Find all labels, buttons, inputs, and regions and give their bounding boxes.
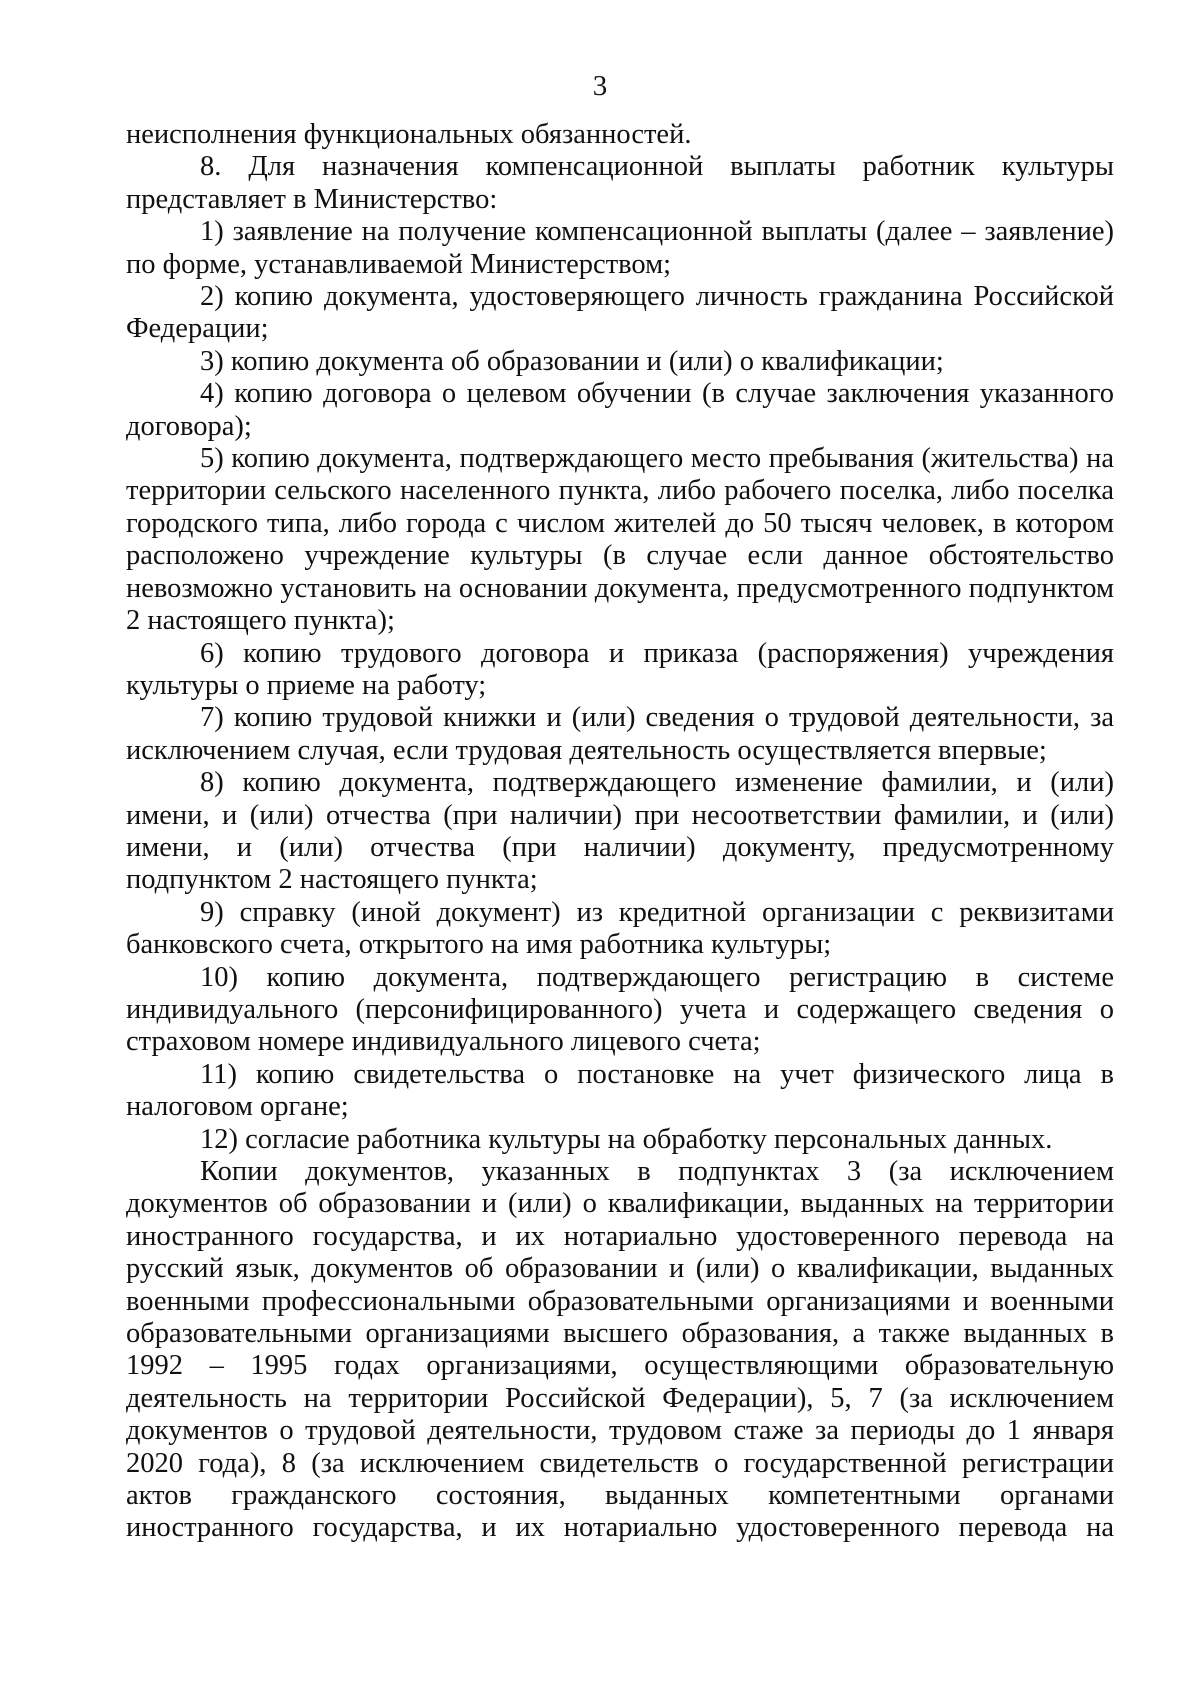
list-item-8: 8) копию документа, подтверждающего изменение фамилии, и (или) имени, и (или) отчества (при наличии) при несоответствии фамилии, и (или) имени, и (или) отчества (при наличии) документу, предусмотренному подпунктом 2 настоящего пункта; xyxy=(126,767,1114,896)
list-item-11: 11) копию свидетельства о постановке на учет физического лица в налоговом органе; xyxy=(126,1058,1114,1123)
list-item-6: 6) копию трудового договора и приказа (распоряжения) учреждения культуры о приеме на работу; xyxy=(126,637,1114,701)
list-item-2: 2) копию документа, удостоверяющего личность гражданина Российской Федерации; xyxy=(126,281,1114,345)
list-item-10: 10) копию документа, подтверждающего регистрацию в системе индивидуального (персонифицированного) учета и содержащего сведения о страховом номере индивидуального лицевого счета; xyxy=(126,961,1114,1058)
list-item-12: 12) согласие работника культуры на обработку персональных данных. xyxy=(200,1123,1053,1155)
list-item-5: 5) копию документа, подтверждающего место пребывания (жительства) на территории сельского населенного пункта, либо рабочего поселка, либо поселка городского типа, либо города с числом жителей до 50 тысяч человек, в котором расположено учреждение культуры (в случае если данное обстоятельство невозможно установить на основании документа, предусмотренного подпунктом 2 настоящего пункта); xyxy=(126,443,1114,637)
list-item-7: 7) копию трудовой книжки и (или) сведения о трудовой деятельности, за исключением случая, если трудовая деятельность осуществляется впервые; xyxy=(126,702,1114,766)
list-item-1: 1) заявление на получение компенсационной выплаты (далее – заявление) по форме, устанавливаемой Министерством; xyxy=(126,216,1114,280)
paragraph-copies-of-documents: Копии документов, указанных в подпунктах 3 (за исключением документов об образовании и (или) о квалификации, выданных на территории иностранного государства, и их нотариально удостоверенного перевода на русский язык, документов об образовании и (или) о квалификации, выданных военными профессиональными образовательными организациями и военными образовательными организациями высшего образования, а также выданных в 1992 – 1995 годах организациями, осуществляющими образовательную деятельность на территории Российской Федерации), 5, 7 (за исключением документов о трудовой деятельности, трудовом стаже за периоды до 1 января 2020 года), 8 (за исключением свидетельств о государственной регистрации актов гражданского состояния, выданных компетентными органами иностранного государства, и их нотариально удостоверенного перевода на xyxy=(126,1156,1114,1544)
list-item-3: 3) копию документа об образовании и (или) о квалификации; xyxy=(200,345,944,377)
list-item-4: 4) копию договора о целевом обучении (в случае заключения указанного договора); xyxy=(126,378,1114,442)
list-item-9: 9) справку (иной документ) из кредитной организации с реквизитами банковского счета, открытого на имя работника культуры; xyxy=(126,896,1114,961)
page-number: 3 xyxy=(592,70,608,102)
paragraph-item-8: 8. Для назначения компенсационной выплаты работник культуры представляет в Министерство: xyxy=(126,151,1114,215)
paragraph-continuation: неисполнения функциональных обязанностей. xyxy=(126,119,692,150)
document-body xyxy=(126,119,1114,1545)
